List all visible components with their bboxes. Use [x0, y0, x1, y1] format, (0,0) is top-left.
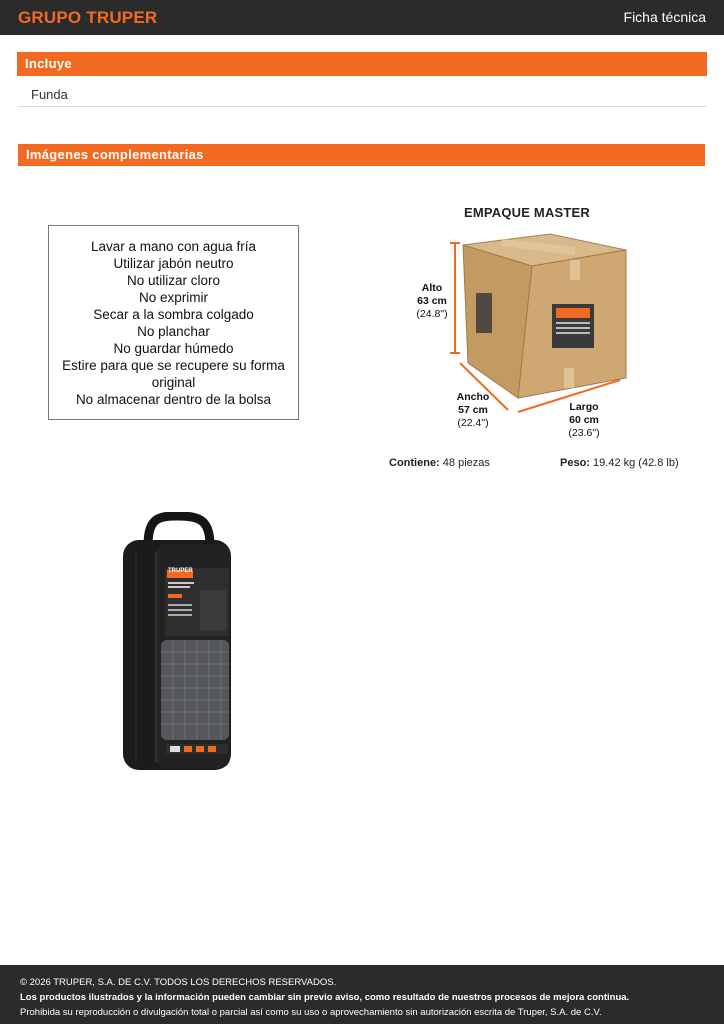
master-pack-title: EMPAQUE MASTER: [463, 205, 591, 220]
care-line: No guardar húmedo: [113, 341, 234, 356]
length-dimension: [561, 401, 607, 440]
height-label: Alto: [421, 282, 443, 294]
weight-label: Peso:: [560, 457, 590, 469]
contents-info: [389, 457, 490, 469]
height-dimension: [410, 282, 454, 321]
contents-label: Contiene:: [389, 457, 440, 469]
length-label: Largo: [569, 401, 599, 413]
length-metric: 60 cm: [569, 414, 599, 426]
care-line: original: [151, 375, 196, 390]
box-icon: [440, 228, 640, 418]
images-header: Imágenes complementarias: [18, 144, 705, 166]
width-imperial: (22.4"): [457, 417, 489, 429]
change-notice: Los productos ilustrados y la información pueden cambiar sin previo aviso, como resultado de nuestros procesos de mejora continua.: [20, 992, 630, 1003]
care-line: Secar a la sombra colgado: [93, 307, 254, 322]
copyright-text: © 2026 TRUPER, S.A. DE C.V. TODOS LOS DERECHOS RESERVADOS.: [20, 977, 337, 988]
includes-item: Funda: [31, 87, 68, 102]
care-line: No utilizar cloro: [126, 273, 221, 288]
care-line: No exprimir: [138, 290, 208, 305]
length-imperial: (23.6"): [568, 427, 600, 439]
product-image: [118, 512, 238, 774]
care-line: Lavar a mano con agua fría: [90, 239, 257, 254]
height-metric: 63 cm: [417, 295, 447, 307]
width-metric: 57 cm: [458, 404, 488, 416]
care-line: Estire para que se recupere su forma: [62, 358, 285, 373]
care-line: Utilizar jabón neutro: [113, 256, 234, 271]
top-bar: [0, 0, 724, 35]
care-line: No almacenar dentro de la bolsa: [75, 392, 272, 407]
legal-notice: Prohibida su reproducción o divulgación total o parcial así como su uso o aprovechamiento sin autorización escrita de Truper, S.A. de C.V.: [20, 1007, 602, 1018]
divider: [18, 106, 707, 107]
weight-info: [560, 457, 679, 469]
care-line: No planchar: [137, 324, 210, 339]
width-dimension: [450, 391, 496, 430]
contents-value: 48 piezas: [442, 457, 490, 469]
weight-value: 19.42 kg (42.8 lb): [593, 457, 679, 469]
brand-logo: GRUPO TRUPER: [18, 8, 158, 27]
product-brand-label: TRUPER: [168, 568, 193, 574]
height-imperial: (24.8"): [416, 308, 448, 320]
includes-header: Incluye: [17, 52, 707, 76]
care-instructions-box: [48, 225, 299, 420]
footer: [0, 965, 724, 1024]
width-label: Ancho: [456, 391, 490, 403]
document-type: Ficha técnica: [623, 9, 706, 25]
